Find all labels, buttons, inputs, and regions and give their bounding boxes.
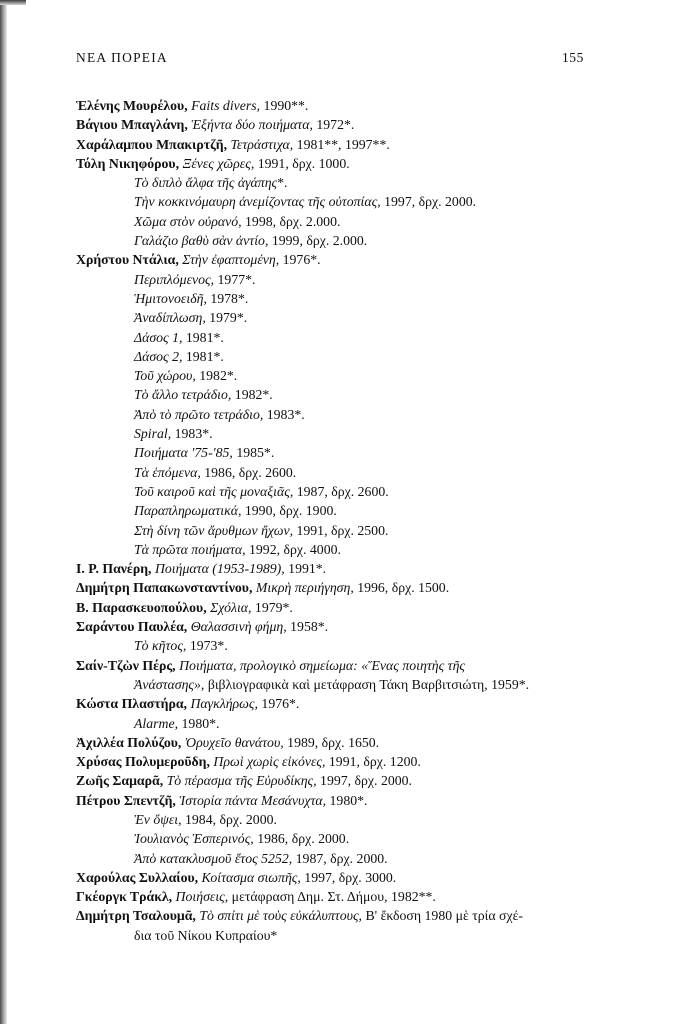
publication-details: 1982*.	[231, 387, 273, 403]
work-title: Ποιήματα (1953-1989),	[151, 561, 285, 577]
work-title: Παγκλήρως,	[187, 696, 258, 712]
work-title: Ἱστορία πάντα Μεσάνυχτα,	[175, 792, 327, 808]
work-title: Σχόλια,	[206, 599, 252, 615]
work-title: Στὴ δίνη τῶν ἄρυθμων ἤχων,	[134, 522, 294, 538]
bibliography-continuation-line	[76, 501, 596, 520]
author-name: Δημήτρη Τσαλουμᾶ,	[76, 908, 196, 924]
bibliography-continuation-line	[76, 849, 596, 868]
publication-details: μετάφραση Δημ. Στ. Δήμου, 1982**.	[228, 889, 436, 905]
publication-details: 1982*.	[195, 368, 238, 384]
publication-details: δια τοῦ Νίκου Κυπραίου*	[134, 927, 278, 943]
publication-details: 1979*.	[205, 310, 248, 326]
publication-details: 1977*.	[214, 271, 256, 287]
publication-details: 1984, δρχ. 2000.	[181, 811, 277, 827]
bibliography-entry	[76, 250, 596, 269]
publication-details: 1986, δρχ. 2600.	[200, 464, 297, 480]
author-name: Δημήτρη Παπακωνσταντίνου,	[76, 580, 253, 596]
author-name: Ἑλένης Μουρέλου,	[76, 98, 188, 113]
bibliography-continuation-line	[76, 482, 596, 501]
bibliography-continuation-line	[76, 521, 596, 540]
work-title: Τὸ πέρασμα τῆς Εὐρυδίκης,	[163, 773, 317, 789]
author-name: Β. Παρασκευοπούλου,	[76, 599, 207, 615]
bibliography-entry	[76, 868, 596, 887]
author-name: Ζωῆς Σαμαρᾶ,	[76, 773, 164, 789]
work-title: Spiral,	[134, 426, 172, 442]
publication-details: 1997, δρχ. 2000.	[380, 194, 477, 210]
work-title: Ἀπὸ τὸ πρῶτο τετράδιο,	[134, 406, 264, 422]
work-title: Faits divers,	[187, 98, 261, 113]
work-title: Παραπληρωματικά,	[134, 503, 242, 519]
author-name: Κώστα Πλαστήρα,	[76, 696, 188, 712]
author-name: Ἀχιλλέα Πολύζου,	[76, 734, 182, 750]
bibliography-entry	[76, 656, 596, 675]
bibliography-entry	[76, 752, 596, 771]
author-name: Τόλη Νικηφόρου,	[76, 155, 180, 171]
publication-details: 1958*.	[286, 619, 329, 635]
publication-details: 1997, δρχ. 3000.	[300, 869, 397, 885]
bibliography-continuation-line	[76, 270, 596, 289]
publication-details: 1983*.	[171, 426, 213, 442]
bibliography-continuation-line	[76, 424, 596, 443]
publication-details: 1983*.	[263, 406, 305, 422]
author-name: Γκέοργκ Τράκλ,	[76, 889, 173, 905]
bibliography-entry	[76, 906, 596, 925]
work-title: Τὸ κῆτος,	[134, 638, 187, 654]
publication-details: 1989, δρχ. 1650.	[283, 734, 380, 750]
work-title: Περιπλόμενος,	[134, 271, 215, 287]
bibliography-entry	[76, 733, 596, 752]
publication-details: 1990, δρχ. 1900.	[241, 503, 337, 519]
bibliography-continuation-line	[76, 328, 596, 347]
bibliography-continuation-line	[76, 192, 596, 211]
work-title: Θαλασσινὴ φήμη,	[187, 619, 287, 635]
publication-details: 1997, δρχ. 2000.	[316, 773, 412, 789]
author-name: Πέτρου Σπεντζῆ,	[76, 792, 176, 808]
bibliography-continuation-line	[76, 231, 596, 250]
publication-details: 1999, δρχ. 2.000.	[268, 233, 368, 249]
publication-details: 1990**.	[260, 98, 309, 113]
publication-details: 1987, δρχ. 2600.	[293, 483, 389, 499]
publication-details: 1991, δρχ. 1000.	[254, 155, 350, 171]
work-title: Δάσος 1,	[134, 329, 183, 345]
bibliography-entry	[76, 791, 596, 810]
bibliography-continuation-line	[76, 810, 596, 829]
author-name: Χρήστου Ντάλια,	[76, 252, 179, 268]
bibliography-continuation-line	[76, 675, 596, 694]
bibliography-entry	[76, 578, 596, 597]
work-title: Πρωὶ χωρὶς εἰκόνες,	[209, 754, 326, 770]
bibliography-entry	[76, 154, 596, 173]
publication-details: 1985*.	[232, 445, 275, 461]
publication-details: 1980*.	[178, 715, 220, 731]
bibliography-entry	[76, 887, 596, 906]
work-title: Ἡμιτονοειδῆ,	[134, 290, 207, 306]
author-name: Σαράντου Παυλέα,	[76, 619, 188, 635]
running-title: ΝΕΑ ΠΟΡΕΙΑ	[76, 50, 168, 65]
work-title: Δάσος 2,	[134, 348, 183, 364]
work-title: Ποιήσεις,	[172, 889, 229, 905]
work-title: Τὸ διπλὸ ἄλφα τῆς ἀγάπης	[134, 175, 278, 191]
publication-details: *.	[277, 175, 288, 191]
author-name: Ι. Ρ. Πανέρη,	[76, 561, 152, 577]
page-header	[76, 50, 584, 66]
page-number: 155	[561, 50, 584, 65]
work-title: Alarme,	[134, 715, 179, 731]
bibliography-continuation-line	[76, 463, 596, 482]
work-title: Τὰ ἑπόμενα,	[134, 464, 201, 480]
bibliography-entry	[76, 115, 596, 134]
work-title: Τετράστιχα,	[227, 136, 294, 152]
work-title: Κοίτασμα σιωπῆς,	[198, 869, 301, 885]
publication-details: 1991, δρχ. 2500.	[293, 522, 389, 538]
bibliography-continuation-line	[76, 829, 596, 848]
work-title: Ὀρυχεῖο θανάτου,	[181, 734, 284, 750]
bibliography-continuation-line	[76, 385, 596, 404]
bibliography-continuation-line	[76, 636, 596, 655]
publication-details: βιβλιογραφικὰ καὶ μετάφραση Τάκη Βαρβιτσιώτη, 1959*.	[204, 676, 530, 692]
publication-details: 1992, δρχ. 4000.	[245, 541, 341, 557]
author-name: Χαρούλας Συλλαίου,	[76, 869, 199, 885]
bibliography-continuation-line	[76, 714, 596, 733]
bibliography-entry	[76, 559, 596, 578]
work-title: Γαλάζιο βαθὺ σὰν ἀντίο,	[134, 233, 269, 249]
work-title: Τὴν κοκκινόμαυρη ἀνεμίζοντας τῆς οὐτοπίας,	[134, 194, 381, 210]
work-title: Τὸ ἄλλο τετράδιο,	[134, 387, 232, 403]
publication-details: 1981*.	[182, 329, 224, 345]
bibliography-entry	[76, 598, 596, 617]
bibliography-continuation-line	[76, 173, 596, 192]
author-name: Χαράλαμπου Μπακιρτζῆ,	[76, 136, 228, 152]
publication-details: 1998, δρχ. 2.000.	[241, 213, 341, 229]
publication-details: 1981**, 1997**.	[293, 136, 390, 152]
work-title: Τοῦ χώρου,	[134, 368, 196, 384]
bibliography-continuation-line	[76, 289, 596, 308]
bibliography-entry	[76, 771, 596, 790]
publication-details: 1979*.	[251, 599, 293, 615]
bibliography-continuation-line	[76, 926, 596, 945]
bibliography-entry	[76, 96, 596, 115]
page-binding-edge	[0, 0, 7, 1024]
work-title: Μικρὴ περιήγηση,	[252, 580, 354, 596]
bibliography-list	[76, 96, 596, 945]
bibliography-entry	[76, 617, 596, 636]
author-name: Χρύσας Πολυμεροῦδη,	[76, 754, 210, 770]
work-title: Στὴν ἐφαπτομένη,	[178, 252, 280, 268]
publication-details: 1996, δρχ. 1500.	[353, 580, 450, 596]
work-title: Ἀπὸ κατακλυσμοῦ ἔτος 5252,	[134, 850, 293, 866]
work-title: Ποιήματα '75-'85,	[134, 445, 233, 461]
publication-details: 1972*.	[312, 117, 355, 133]
publication-details: 1986, δρχ. 2000.	[253, 831, 350, 847]
publication-details: 1991, δρχ. 1200.	[325, 754, 421, 770]
work-title: Τὸ σπίτι μὲ τοὺς εὐκάλυπτους,	[195, 908, 362, 924]
bibliography-entry	[76, 135, 596, 154]
work-title: Ἐν ὄψει,	[134, 811, 182, 827]
bibliography-continuation-line	[76, 443, 596, 462]
work-title: Τὰ πρῶτα ποιήματα,	[134, 541, 246, 557]
bibliography-continuation-line	[76, 366, 596, 385]
work-title: Ἰουλιανὸς Ἑσπερινός,	[134, 831, 254, 847]
bibliography-entry	[76, 694, 596, 713]
work-title: Ἀναδίπλωση,	[134, 310, 206, 326]
publication-details: 1991*.	[284, 561, 327, 577]
bibliography-continuation-line	[76, 405, 596, 424]
bibliography-continuation-line	[76, 212, 596, 231]
publication-details: 1987, δρχ. 2000.	[292, 850, 388, 866]
publication-details: Β' ἔκδοση 1980 μὲ τρία σχέ-	[362, 908, 523, 924]
bibliography-continuation-line	[76, 540, 596, 559]
author-name: Βάγιου Μπαγλάνη,	[76, 117, 188, 133]
work-title: Ἑξήντα δύο ποιήματα,	[187, 117, 313, 133]
bibliography-continuation-line	[76, 308, 596, 327]
bibliography-continuation-line	[76, 347, 596, 366]
work-title: Ποιήματα, προλογικὸ σημείωμα: «Ἕνας ποιητὴς τῆς	[175, 657, 466, 673]
work-title: Ἀνάστασης»,	[134, 676, 205, 692]
publication-details: 1976*.	[257, 696, 300, 712]
publication-details: 1976*.	[279, 252, 321, 268]
page-corner-shadow	[0, 0, 26, 5]
publication-details: 1973*.	[186, 638, 228, 654]
author-name: Σαίν-Τζὼν Πέρς,	[76, 657, 176, 673]
publication-details: 1981*.	[182, 348, 224, 364]
publication-details: 1980*.	[326, 792, 368, 808]
work-title: Τοῦ καιροῦ καὶ τῆς μοναξιᾶς,	[134, 483, 294, 499]
publication-details: 1978*.	[206, 290, 249, 306]
work-title: Χῶμα στὸν οὐρανό,	[134, 213, 242, 229]
work-title: Ξένες χῶρες,	[179, 155, 255, 171]
